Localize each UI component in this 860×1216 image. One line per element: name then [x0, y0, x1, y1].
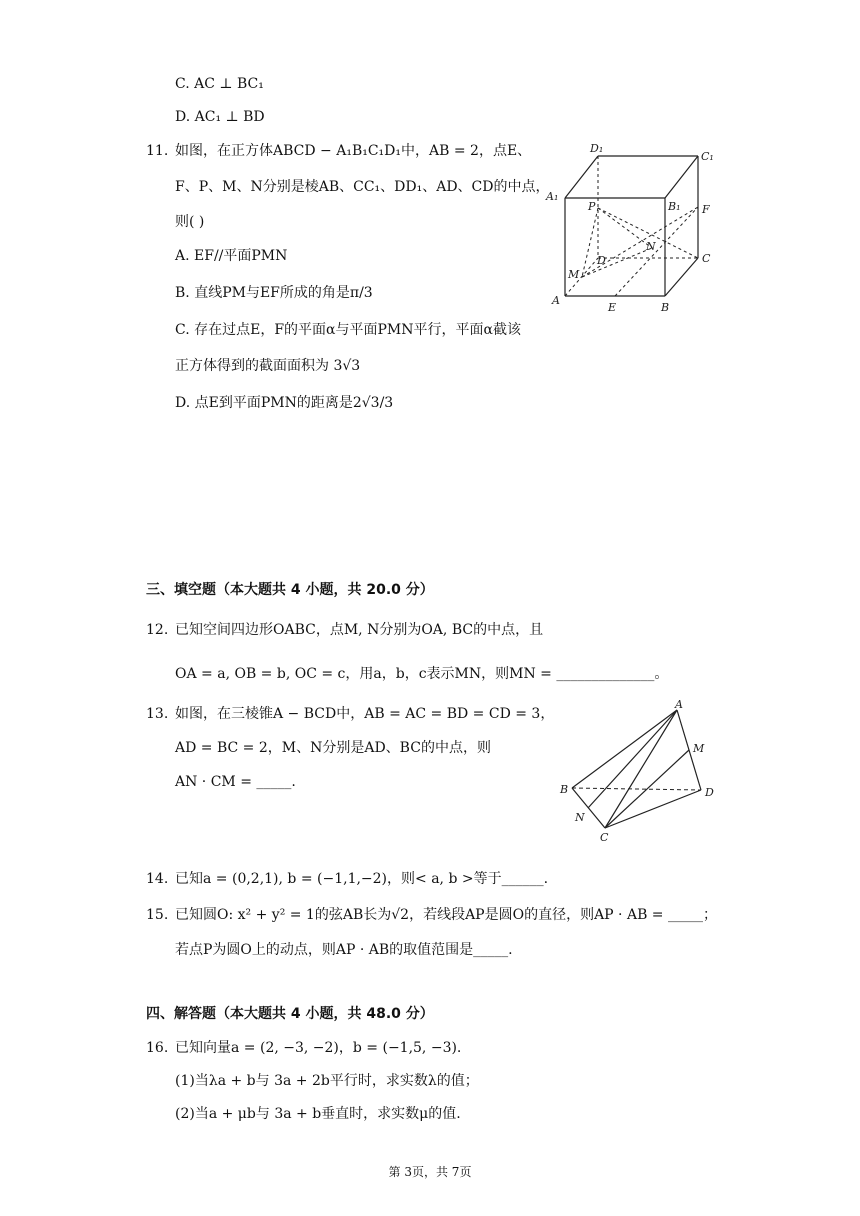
label-c1: C₁ [701, 150, 714, 163]
label-a: A [552, 294, 560, 307]
label-d: D [705, 786, 714, 799]
q11-option-d: D. 点E到平面PMN的距离是2√3/3 [175, 395, 394, 411]
cube-figure [540, 138, 730, 318]
q13-line3: AN · CM = _____. [175, 774, 296, 790]
label-c: C [702, 252, 711, 265]
label-b1: B₁ [668, 200, 681, 213]
label-p: P [588, 200, 596, 213]
q10-option-d: D. AC₁ ⊥ BD [175, 109, 265, 125]
label-d1: D₁ [590, 142, 604, 155]
q15-line1: 已知圆O: x² + y² = 1的弦AB长为√2，若线段AP是圆O的直径，则AP · AB = _____； [175, 907, 717, 923]
label-f: F [702, 203, 710, 216]
q16-part1: (1)当λa + b与 3a + 2b平行时，求实数λ的值； [175, 1073, 479, 1089]
q11-stem-line1: 如图，在正方体ABCD − A₁B₁C₁D₁中，AB = 2，点E、 [175, 143, 532, 159]
label-n: N [575, 811, 585, 824]
label-e: E [608, 301, 617, 314]
label-n: N [646, 240, 656, 253]
label-c: C [600, 831, 609, 844]
label-a: A [675, 700, 683, 711]
q11-number: 11. [146, 143, 169, 159]
section-3-heading: 三、填空题（本大题共 4 小题，共 20.0 分） [146, 582, 434, 598]
q14-number: 14. [146, 871, 169, 887]
label-m: M [568, 268, 580, 281]
q12-number: 12. [146, 622, 169, 638]
q11-option-a: A. EF//平面PMN [175, 248, 288, 264]
q16-stem: 已知向量a = (2, −3, −2)，b = (−1,5, −3). [175, 1040, 462, 1056]
page-footer: 第 3页，共 7页 [388, 1165, 472, 1179]
q15-number: 15. [146, 907, 169, 923]
q11-option-c-line2: 正方体得到的截面面积为 3√3 [175, 358, 361, 374]
q13-number: 13. [146, 706, 169, 722]
label-m: M [693, 742, 705, 755]
q16-part2: (2)当a + μb与 3a + b垂直时，求实数μ的值. [175, 1106, 461, 1122]
tetrahedron-figure [555, 700, 730, 845]
label-a1: A₁ [546, 190, 559, 203]
q11-option-b: B. 直线PM与EF所成的角是π/3 [175, 285, 373, 301]
q15-line2: 若点P为圆O上的动点，则AP · AB的取值范围是_____. [175, 942, 513, 958]
q11-stem-line2: F、P、M、N分别是棱AB、CC₁、DD₁、AD、CD的中点， [175, 179, 550, 195]
q12-line1: 已知空间四边形OABC，点M, N分别为OA, BC的中点，且 [175, 622, 544, 638]
label-b: B [560, 783, 569, 796]
q10-option-c: C. AC ⊥ BC₁ [175, 76, 264, 92]
q14-text: 已知a = (0,2,1), b = (−1,1,−2)，则< a, b >等于______. [175, 871, 549, 887]
label-d: D [597, 254, 606, 267]
q13-line2: AD = BC = 2，M、N分别是AD、BC的中点，则 [175, 740, 491, 756]
q11-option-c-line1: C. 存在过点E，F的平面α与平面PMN平行，平面α截该 [175, 322, 521, 338]
q12-line2: OA = a, OB = b, OC = c，用a，b，c表示MN，则MN = ______________。 [175, 666, 669, 682]
label-b: B [661, 301, 670, 314]
q13-line1: 如图，在三棱锥A − BCD中，AB = AC = BD = CD = 3， [175, 706, 555, 722]
q11-stem-line3: 则( ) [175, 214, 205, 230]
section-4-heading: 四、解答题（本大题共 4 小题，共 48.0 分） [146, 1006, 434, 1022]
q16-number: 16. [146, 1040, 169, 1056]
